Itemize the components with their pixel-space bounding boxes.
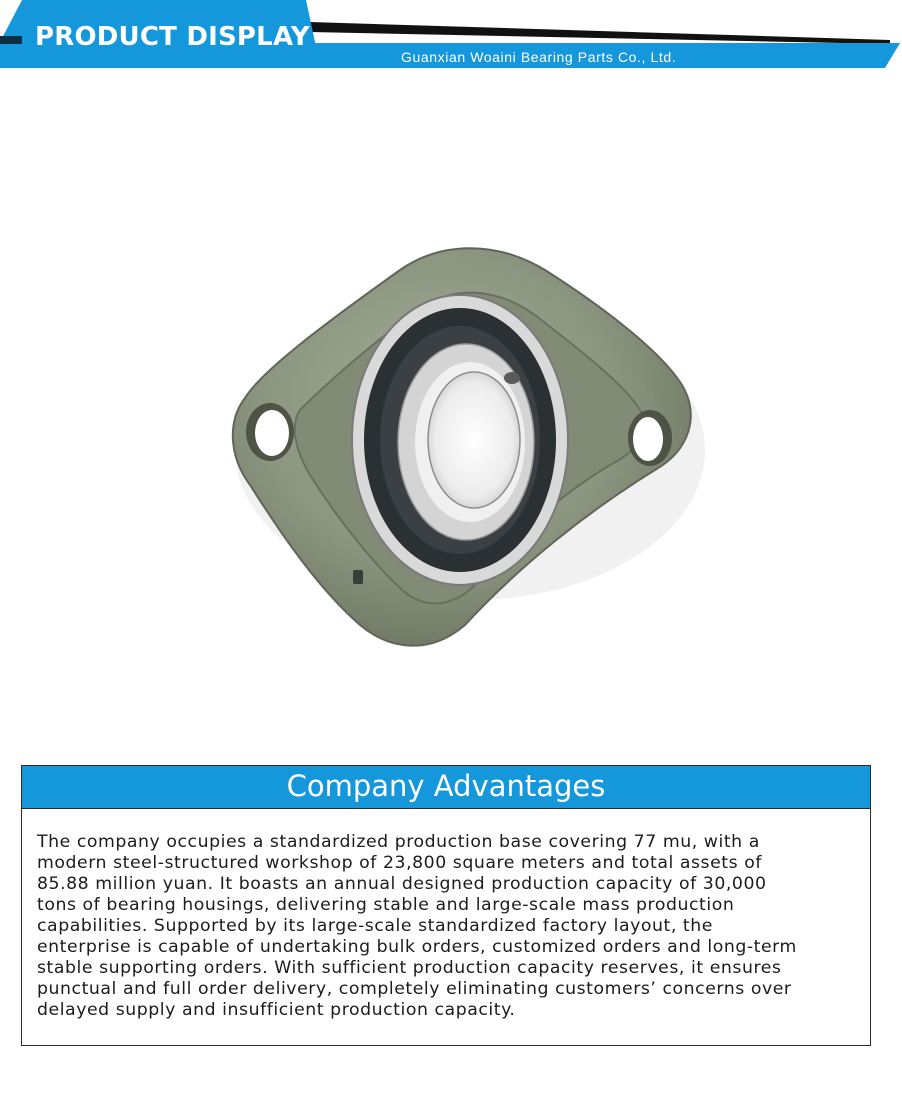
company-name: Guanxian Woaini Bearing Parts Co., Ltd. <box>401 49 677 65</box>
advantages-line: enterprise is capable of undertaking bulk orders, customized orders and long-term <box>37 937 797 957</box>
company-advantages-panel <box>21 765 871 1046</box>
header-banner <box>0 0 902 75</box>
advantages-line: punctual and full order delivery, completely eliminating customers’ concerns over <box>37 979 792 999</box>
advantages-text <box>37 832 867 1021</box>
advantages-line: stable supporting orders. With sufficient production capacity reserves, it ensures <box>37 958 782 978</box>
flange-bearing-illustration <box>0 120 902 740</box>
banner-title: PRODUCT DISPLAY <box>35 22 310 52</box>
product-image <box>0 120 902 740</box>
advantages-line: 85.88 million yuan. It boasts an annual designed production capacity of 30,000 <box>37 874 767 894</box>
advantages-line: delayed supply and insufficient production capacity. <box>37 1000 516 1020</box>
advantages-line: tons of bearing housings, delivering stable and large-scale mass production <box>37 895 735 915</box>
advantages-line: The company occupies a standardized production base covering 77 mu, with a <box>37 832 760 852</box>
advantages-line: capabilities. Supported by its large-scale standardized factory layout, the <box>37 916 713 936</box>
advantages-heading: Company Advantages <box>22 766 870 809</box>
advantages-line: modern steel-structured workshop of 23,800 square meters and total assets of <box>37 853 762 873</box>
